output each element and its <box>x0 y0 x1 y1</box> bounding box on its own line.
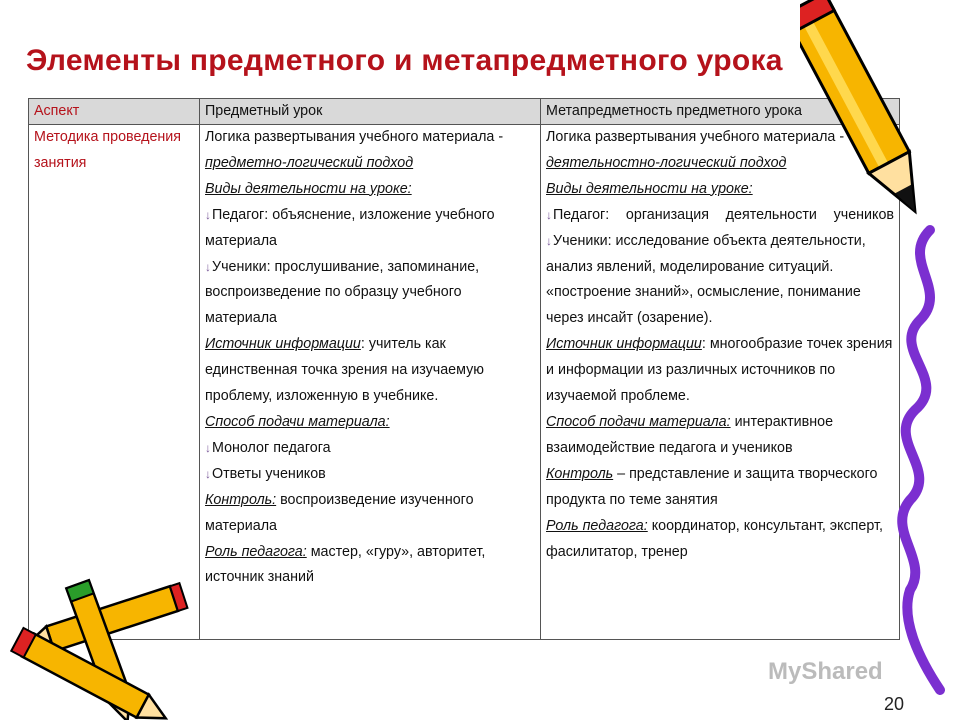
emphasized-text: Контроль: <box>205 491 277 508</box>
cell-text: Логика развертывания учебного материала - <box>546 129 845 145</box>
cell-text: : многообразие точек зрения и информации из различных источников по изучаемой проблеме. <box>546 336 893 405</box>
comparison-table <box>28 98 900 640</box>
cell-paragraph <box>205 125 535 177</box>
header-meta-lesson: Метапредметность предметного урока <box>541 99 900 125</box>
table-header-row <box>29 99 900 125</box>
bullet-arrow-icon: ↓ <box>546 207 552 222</box>
cell-paragraph <box>205 462 535 488</box>
cell-text: мастер, «гуру», авторитет, источник знаний <box>205 543 486 586</box>
cell-text: воспроизведение изученного материала <box>205 491 474 534</box>
emphasized-text: Виды деятельности на уроке: <box>546 180 753 197</box>
pencils-left-icon <box>0 570 200 720</box>
cell-text: Ученики: прослушивание, запоминание, воспроизведение по образцу учебного материала <box>205 258 480 327</box>
cell-paragraph <box>205 540 535 592</box>
cell-text: координатор, консультант, эксперт, фасилитатор, тренер <box>546 517 883 560</box>
bullet-arrow-icon: ↓ <box>546 233 552 248</box>
cell-text: : учитель как единственная точка зрения на изучаемую проблему, изложенную в учебнике. <box>205 336 484 405</box>
bullet-arrow-icon: ↓ <box>205 207 211 222</box>
subject-lesson-cell <box>200 125 541 640</box>
cell-paragraph <box>205 332 535 410</box>
bullet-arrow-icon: ↓ <box>205 259 211 274</box>
emphasized-text: предметно-логический подход <box>205 154 414 171</box>
cell-text: – представление и защита творческого продукта по теме занятия <box>546 465 878 508</box>
emphasized-text: Виды деятельности на уроке: <box>205 180 412 197</box>
cell-text: Педагог: организация деятельности учеников <box>553 206 894 223</box>
emphasized-text: Источник информации <box>205 336 361 353</box>
cell-text: Монолог педагога <box>212 439 331 456</box>
cell-paragraph <box>205 488 535 540</box>
cell-text: Педагог: объяснение, изложение учебного материала <box>205 206 495 249</box>
cell-paragraph <box>205 255 535 333</box>
cell-text: Ученики: исследование объекта деятельности, анализ явлений, моделирование ситуаций. «построение знаний», осмысление, понимание через инсайт (озарение). <box>546 232 866 327</box>
slide-title: Элементы предметного и метапредметного урока <box>26 44 783 77</box>
cell-paragraph <box>205 410 535 436</box>
header-aspect: Аспект <box>29 99 200 125</box>
cell-paragraph <box>205 436 535 462</box>
cell-paragraph <box>205 203 535 255</box>
emphasized-text: Роль педагога: <box>546 517 648 534</box>
emphasized-text: Контроль <box>546 465 614 482</box>
aspect-cell: Методика проведения занятия <box>29 125 200 640</box>
emphasized-text: деятельностно-логический подход <box>546 154 787 171</box>
cell-text: Ответы учеников <box>212 465 326 482</box>
emphasized-text: Роль педагога: <box>205 543 307 560</box>
pencil-right-icon <box>800 0 960 720</box>
emphasized-text: Источник информации <box>546 336 702 353</box>
bullet-arrow-icon: ↓ <box>205 440 211 455</box>
bullet-arrow-icon: ↓ <box>205 466 211 481</box>
emphasized-text: Способ подачи материала: <box>546 413 731 430</box>
page-number: 20 <box>883 694 904 714</box>
table-row <box>29 125 900 640</box>
cell-text: Логика развертывания учебного материала - <box>205 129 504 145</box>
header-subject-lesson: Предметный урок <box>200 99 541 125</box>
emphasized-text: Способ подачи материала: <box>205 413 390 430</box>
watermark: MyShared <box>768 658 883 685</box>
cell-text: интерактивное взаимодействие педагога и учеников <box>546 413 834 456</box>
cell-paragraph <box>205 177 535 203</box>
